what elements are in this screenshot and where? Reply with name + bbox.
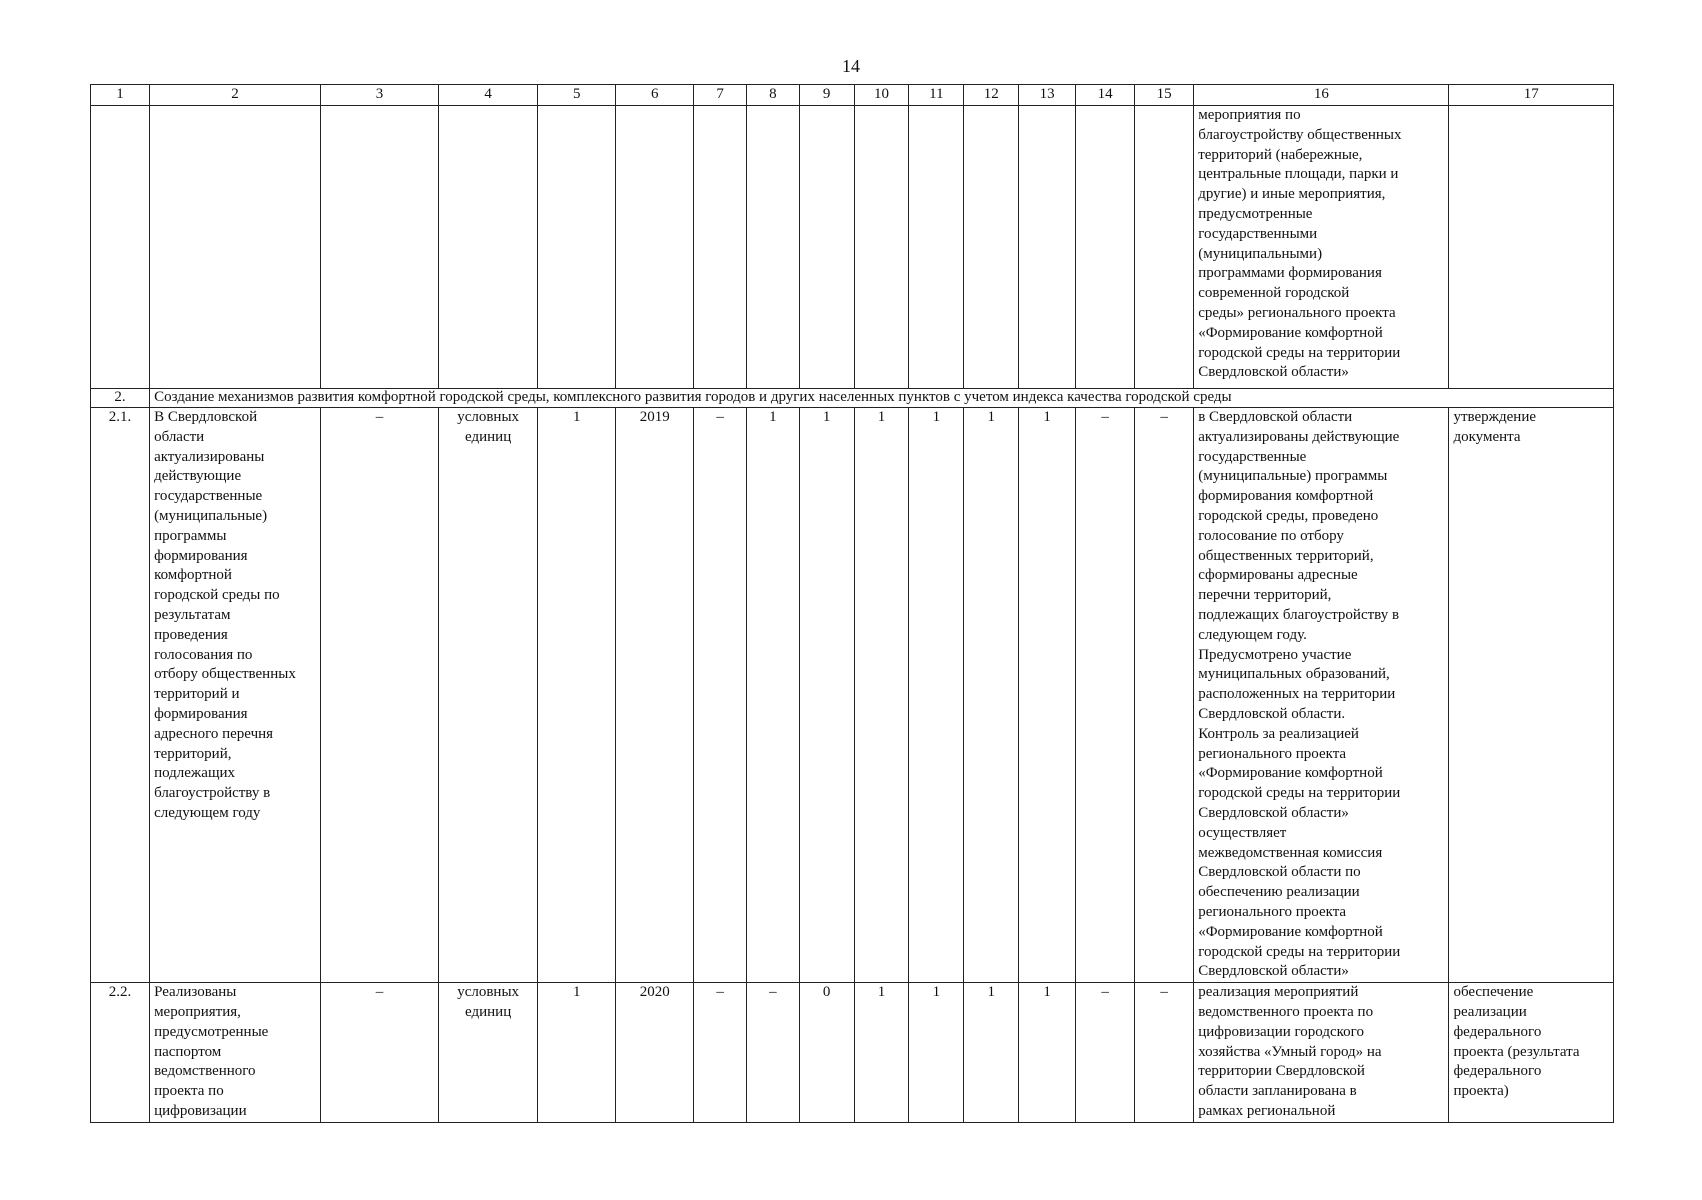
table-cell: –	[320, 983, 438, 1123]
year-cell: 2019	[616, 408, 694, 983]
header-cell: 17	[1449, 85, 1614, 106]
table-cell	[91, 106, 150, 389]
table-cell: 1	[538, 408, 616, 983]
section-title: Создание механизмов развития комфортной городской среды, комплексного развития городов и других населенных пунктов с учетом индекса качества городской среды	[150, 389, 1614, 408]
header-cell: 11	[909, 85, 964, 106]
table-row	[91, 983, 1614, 1123]
table-cell: –	[1076, 983, 1135, 1123]
table-cell: 1	[964, 408, 1019, 983]
result-name-cell: В Свердловской области актуализированы действующие государственные (муниципальные) программы формирования комфортной городской среды по результатам проведения голосования по отбору общественных территорий и формирования адресного перечня территорий, подлежащих благоустройству в следующем году	[150, 408, 321, 983]
table-cell	[747, 106, 800, 389]
header-cell: 1	[91, 85, 150, 106]
description-cell: в Свердловской области актуализированы действующие государственные (муниципальные) программы формирования комфортной городской среды, проведено голосование по отбору общественных территорий, сформированы адресные перечни территорий, подлежащих благоустройству в следующем году. Предусмотрено участие муниципальных образований, расположенных на территории Свердловской области. Контроль за реализацией регионального проекта «Формирование комфортной городской среды на территории Свердловской области» осуществляет межведомственная комиссия Свердловской области по обеспечению реализации регионального проекта «Формирование комфортной городской среды на территории Свердловской области»	[1194, 408, 1449, 983]
table-cell	[964, 106, 1019, 389]
header-cell: 15	[1135, 85, 1194, 106]
header-cell: 6	[616, 85, 694, 106]
table-cell: –	[747, 983, 800, 1123]
row-number: 2.2.	[91, 983, 150, 1123]
section-row	[91, 389, 1614, 408]
description-cell: реализация мероприятий ведомственного проекта по цифровизации городского хозяйства «Умный город» на территории Свердловской области запланирована в рамках региональной	[1194, 983, 1449, 1123]
table-cell	[799, 106, 854, 389]
table-cell	[694, 106, 747, 389]
row-number: 2.1.	[91, 408, 150, 983]
year-cell: 2020	[616, 983, 694, 1123]
header-cell: 13	[1019, 85, 1076, 106]
table-cell: 1	[799, 408, 854, 983]
table-cell: 1	[747, 408, 800, 983]
table-cell: –	[1076, 408, 1135, 983]
header-cell: 5	[538, 85, 616, 106]
table-cell: 1	[964, 983, 1019, 1123]
table-cell	[1019, 106, 1076, 389]
table-cell	[320, 106, 438, 389]
table-cell: 1	[854, 408, 909, 983]
page-number: 14	[842, 56, 860, 76]
table-cell: 1	[1019, 983, 1076, 1123]
table-cell	[1135, 106, 1194, 389]
table-cell	[150, 106, 321, 389]
header-cell: 10	[854, 85, 909, 106]
table-cell	[854, 106, 909, 389]
table-cell	[1449, 106, 1614, 389]
table-cell: –	[320, 408, 438, 983]
table-cell: –	[694, 983, 747, 1123]
table-row	[91, 408, 1614, 983]
column-number-header-row	[91, 85, 1614, 106]
header-cell: 4	[439, 85, 538, 106]
header-cell: 12	[964, 85, 1019, 106]
table-cell	[538, 106, 616, 389]
table-cell	[439, 106, 538, 389]
table-cell: 0	[799, 983, 854, 1123]
header-cell: 8	[747, 85, 800, 106]
table-cell: –	[694, 408, 747, 983]
table-cell	[909, 106, 964, 389]
unit-cell: условных единиц	[439, 983, 538, 1123]
table-cell: 1	[909, 408, 964, 983]
header-cell: 2	[150, 85, 321, 106]
result-name-cell: Реализованы мероприятия, предусмотренные паспортом ведомственного проекта по цифровизации	[150, 983, 321, 1123]
header-cell: 16	[1194, 85, 1449, 106]
table-cell: 1	[909, 983, 964, 1123]
section-number: 2.	[91, 389, 150, 408]
description-cell: мероприятия по благоустройству общественных территорий (набережные, центральные площади, парки и другие) и иные мероприятия, предусмотренные государственными (муниципальными) программами формирования современной городской среды» регионального проекта «Формирование комфортной городской среды на территории Свердловской области»	[1194, 106, 1449, 389]
header-cell: 3	[320, 85, 438, 106]
header-cell: 9	[799, 85, 854, 106]
table-cell: 1	[538, 983, 616, 1123]
results-table	[90, 84, 1614, 1123]
table-cell: –	[1135, 983, 1194, 1123]
header-cell: 7	[694, 85, 747, 106]
table-cell: –	[1135, 408, 1194, 983]
table-cell	[1076, 106, 1135, 389]
table-cell	[616, 106, 694, 389]
continuation-row	[91, 106, 1614, 389]
result-type-cell: обеспечение реализации федерального проекта (результата федерального проекта)	[1449, 983, 1614, 1123]
table-cell: 1	[1019, 408, 1076, 983]
header-cell: 14	[1076, 85, 1135, 106]
table-cell: 1	[854, 983, 909, 1123]
result-type-cell: утверждение документа	[1449, 408, 1614, 983]
unit-cell: условных единиц	[439, 408, 538, 983]
